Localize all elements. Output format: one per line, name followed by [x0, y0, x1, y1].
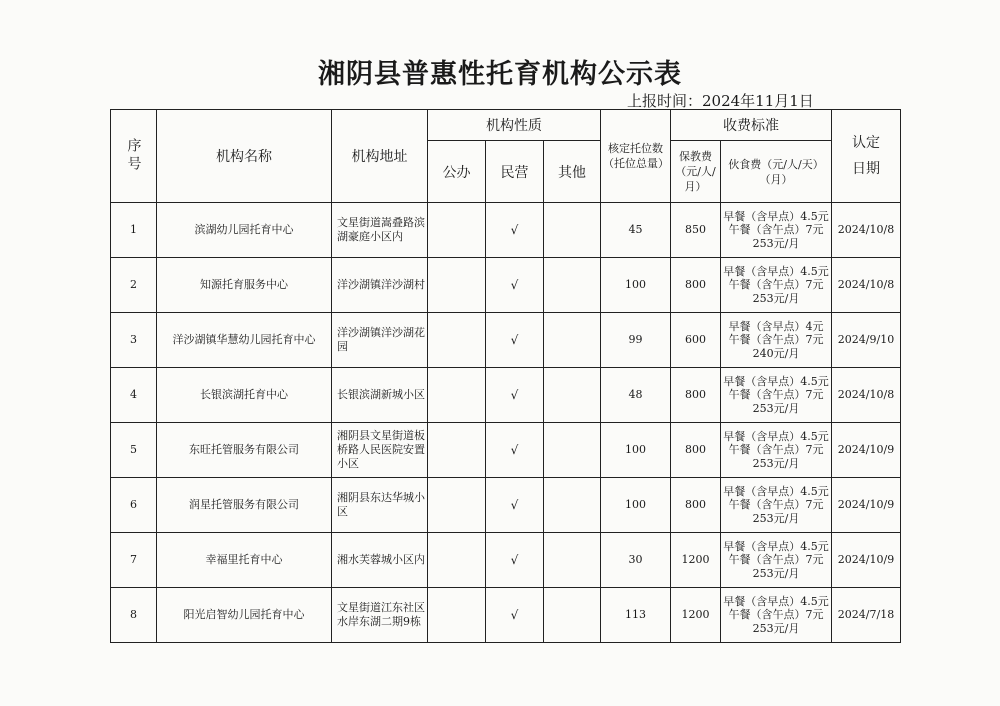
meal-breakfast: 早餐（含早点）4.5元 [723, 484, 829, 498]
header-seq: 序号 [111, 110, 157, 203]
meal-monthly: 253元/月 [752, 511, 800, 525]
cell-name: 知源托育服务中心 [157, 258, 332, 313]
cell-public [428, 258, 486, 313]
header-capacity: 核定托位数（托位总量） [601, 110, 671, 203]
meal-monthly: 253元/月 [752, 566, 800, 580]
cell-private: √ [486, 588, 544, 643]
cell-public [428, 203, 486, 258]
cell-private: √ [486, 478, 544, 533]
cell-address: 洋沙湖镇洋沙湖花园 [332, 313, 428, 368]
cell-care-fee: 850 [671, 203, 721, 258]
header-public: 公办 [428, 141, 486, 203]
cell-private: √ [486, 423, 544, 478]
cell-public [428, 368, 486, 423]
header-other: 其他 [544, 141, 601, 203]
cell-meal-fee [721, 478, 832, 533]
cell-name: 东旺托管服务有限公司 [157, 423, 332, 478]
cell-public [428, 478, 486, 533]
report-date: 上报时间：2024年11月1日 [627, 92, 814, 110]
cell-care-fee: 1200 [671, 588, 721, 643]
table-row [111, 478, 901, 533]
header-address: 机构地址 [332, 110, 428, 203]
meal-lunch: 午餐（含午点）7元 [728, 443, 824, 457]
cell-meal-fee [721, 423, 832, 478]
meal-breakfast: 早餐（含早点）4.5元 [723, 539, 829, 553]
cell-other [544, 588, 601, 643]
institution-table [110, 109, 901, 643]
table-row [111, 203, 901, 258]
cell-name: 润星托管服务有限公司 [157, 478, 332, 533]
cell-public [428, 588, 486, 643]
cell-seq: 6 [111, 478, 157, 533]
cell-capacity: 30 [601, 533, 671, 588]
table-row [111, 533, 901, 588]
header-name: 机构名称 [157, 110, 332, 203]
cell-capacity: 99 [601, 313, 671, 368]
header-fee-standard: 收费标准 [671, 110, 832, 141]
cell-seq: 7 [111, 533, 157, 588]
cell-date: 2024/10/8 [832, 203, 901, 258]
cell-private: √ [486, 258, 544, 313]
meal-breakfast: 早餐（含早点）4元 [728, 319, 824, 333]
cell-meal-fee [721, 368, 832, 423]
table-row [111, 588, 901, 643]
meal-breakfast: 早餐（含早点）4.5元 [723, 374, 829, 388]
cell-capacity: 100 [601, 423, 671, 478]
cell-other [544, 533, 601, 588]
cell-seq: 5 [111, 423, 157, 478]
cell-date: 2024/7/18 [832, 588, 901, 643]
cell-public [428, 313, 486, 368]
cell-meal-fee [721, 258, 832, 313]
cell-meal-fee [721, 203, 832, 258]
cell-name: 洋沙湖镇华慧幼儿园托育中心 [157, 313, 332, 368]
cell-meal-fee [721, 533, 832, 588]
cell-capacity: 45 [601, 203, 671, 258]
cell-care-fee: 800 [671, 258, 721, 313]
table-row [111, 258, 901, 313]
meal-lunch: 午餐（含午点）7元 [728, 223, 824, 237]
cell-address: 洋沙湖镇洋沙湖村 [332, 258, 428, 313]
cell-other [544, 258, 601, 313]
cell-private: √ [486, 533, 544, 588]
meal-lunch: 午餐（含午点）7元 [728, 388, 824, 402]
cell-date: 2024/9/10 [832, 313, 901, 368]
cell-public [428, 423, 486, 478]
cell-address: 湘阴县东达华城小区 [332, 478, 428, 533]
cell-public [428, 533, 486, 588]
meal-monthly: 253元/月 [752, 291, 800, 305]
cell-care-fee: 800 [671, 368, 721, 423]
cell-other [544, 423, 601, 478]
cell-meal-fee [721, 313, 832, 368]
cell-name: 长银滨湖托育中心 [157, 368, 332, 423]
meal-breakfast: 早餐（含早点）4.5元 [723, 429, 829, 443]
meal-monthly: 253元/月 [752, 456, 800, 470]
cell-other [544, 313, 601, 368]
cell-seq: 2 [111, 258, 157, 313]
meal-breakfast: 早餐（含早点）4.5元 [723, 264, 829, 278]
cell-capacity: 100 [601, 478, 671, 533]
cell-private: √ [486, 203, 544, 258]
cell-date: 2024/10/9 [832, 423, 901, 478]
cell-date: 2024/10/9 [832, 478, 901, 533]
header-nature: 机构性质 [428, 110, 601, 141]
cell-seq: 8 [111, 588, 157, 643]
meal-lunch: 午餐（含午点）7元 [728, 498, 824, 512]
meal-lunch: 午餐（含午点）7元 [728, 608, 824, 622]
cell-capacity: 113 [601, 588, 671, 643]
table-row [111, 313, 901, 368]
cell-meal-fee [721, 588, 832, 643]
cell-name: 阳光启智幼儿园托育中心 [157, 588, 332, 643]
cell-address: 长银滨湖新城小区 [332, 368, 428, 423]
meal-monthly: 253元/月 [752, 621, 800, 635]
table-row [111, 423, 901, 478]
meal-breakfast: 早餐（含早点）4.5元 [723, 209, 829, 223]
meal-lunch: 午餐（含午点）7元 [728, 278, 824, 292]
cell-seq: 3 [111, 313, 157, 368]
cell-date: 2024/10/8 [832, 258, 901, 313]
meal-lunch: 午餐（含午点）7元 [728, 553, 824, 567]
meal-monthly: 253元/月 [752, 401, 800, 415]
cell-care-fee: 800 [671, 423, 721, 478]
cell-address: 文星街道嵩叠路滨湖豪庭小区内 [332, 203, 428, 258]
cell-seq: 4 [111, 368, 157, 423]
cell-seq: 1 [111, 203, 157, 258]
cell-address: 文星街道江东社区水岸东湖二期9栋 [332, 588, 428, 643]
cell-name: 幸福里托育中心 [157, 533, 332, 588]
header-private: 民营 [486, 141, 544, 203]
cell-name: 滨湖幼儿园托育中心 [157, 203, 332, 258]
cell-other [544, 203, 601, 258]
cell-address: 湘水芙蓉城小区内 [332, 533, 428, 588]
cell-other [544, 368, 601, 423]
cell-date: 2024/10/9 [832, 533, 901, 588]
cell-care-fee: 1200 [671, 533, 721, 588]
cell-capacity: 100 [601, 258, 671, 313]
cell-date: 2024/10/8 [832, 368, 901, 423]
cell-address: 湘阴县文星街道板桥路人民医院安置小区 [332, 423, 428, 478]
cell-care-fee: 800 [671, 478, 721, 533]
header-care-fee: 保教费（元/人/月） [671, 141, 721, 203]
meal-monthly: 253元/月 [752, 236, 800, 250]
header-cert-date: 认定日期 [832, 110, 901, 203]
meal-lunch: 午餐（含午点）7元 [728, 333, 824, 347]
cell-private: √ [486, 368, 544, 423]
meal-monthly: 240元/月 [752, 346, 800, 360]
cell-capacity: 48 [601, 368, 671, 423]
cell-private: √ [486, 313, 544, 368]
header-meal-fee: 伙食费（元/人/天）（月） [721, 141, 832, 203]
table-row [111, 368, 901, 423]
page-title: 湘阴县普惠性托育机构公示表 [318, 59, 682, 90]
meal-breakfast: 早餐（含早点）4.5元 [723, 594, 829, 608]
cell-other [544, 478, 601, 533]
cell-care-fee: 600 [671, 313, 721, 368]
